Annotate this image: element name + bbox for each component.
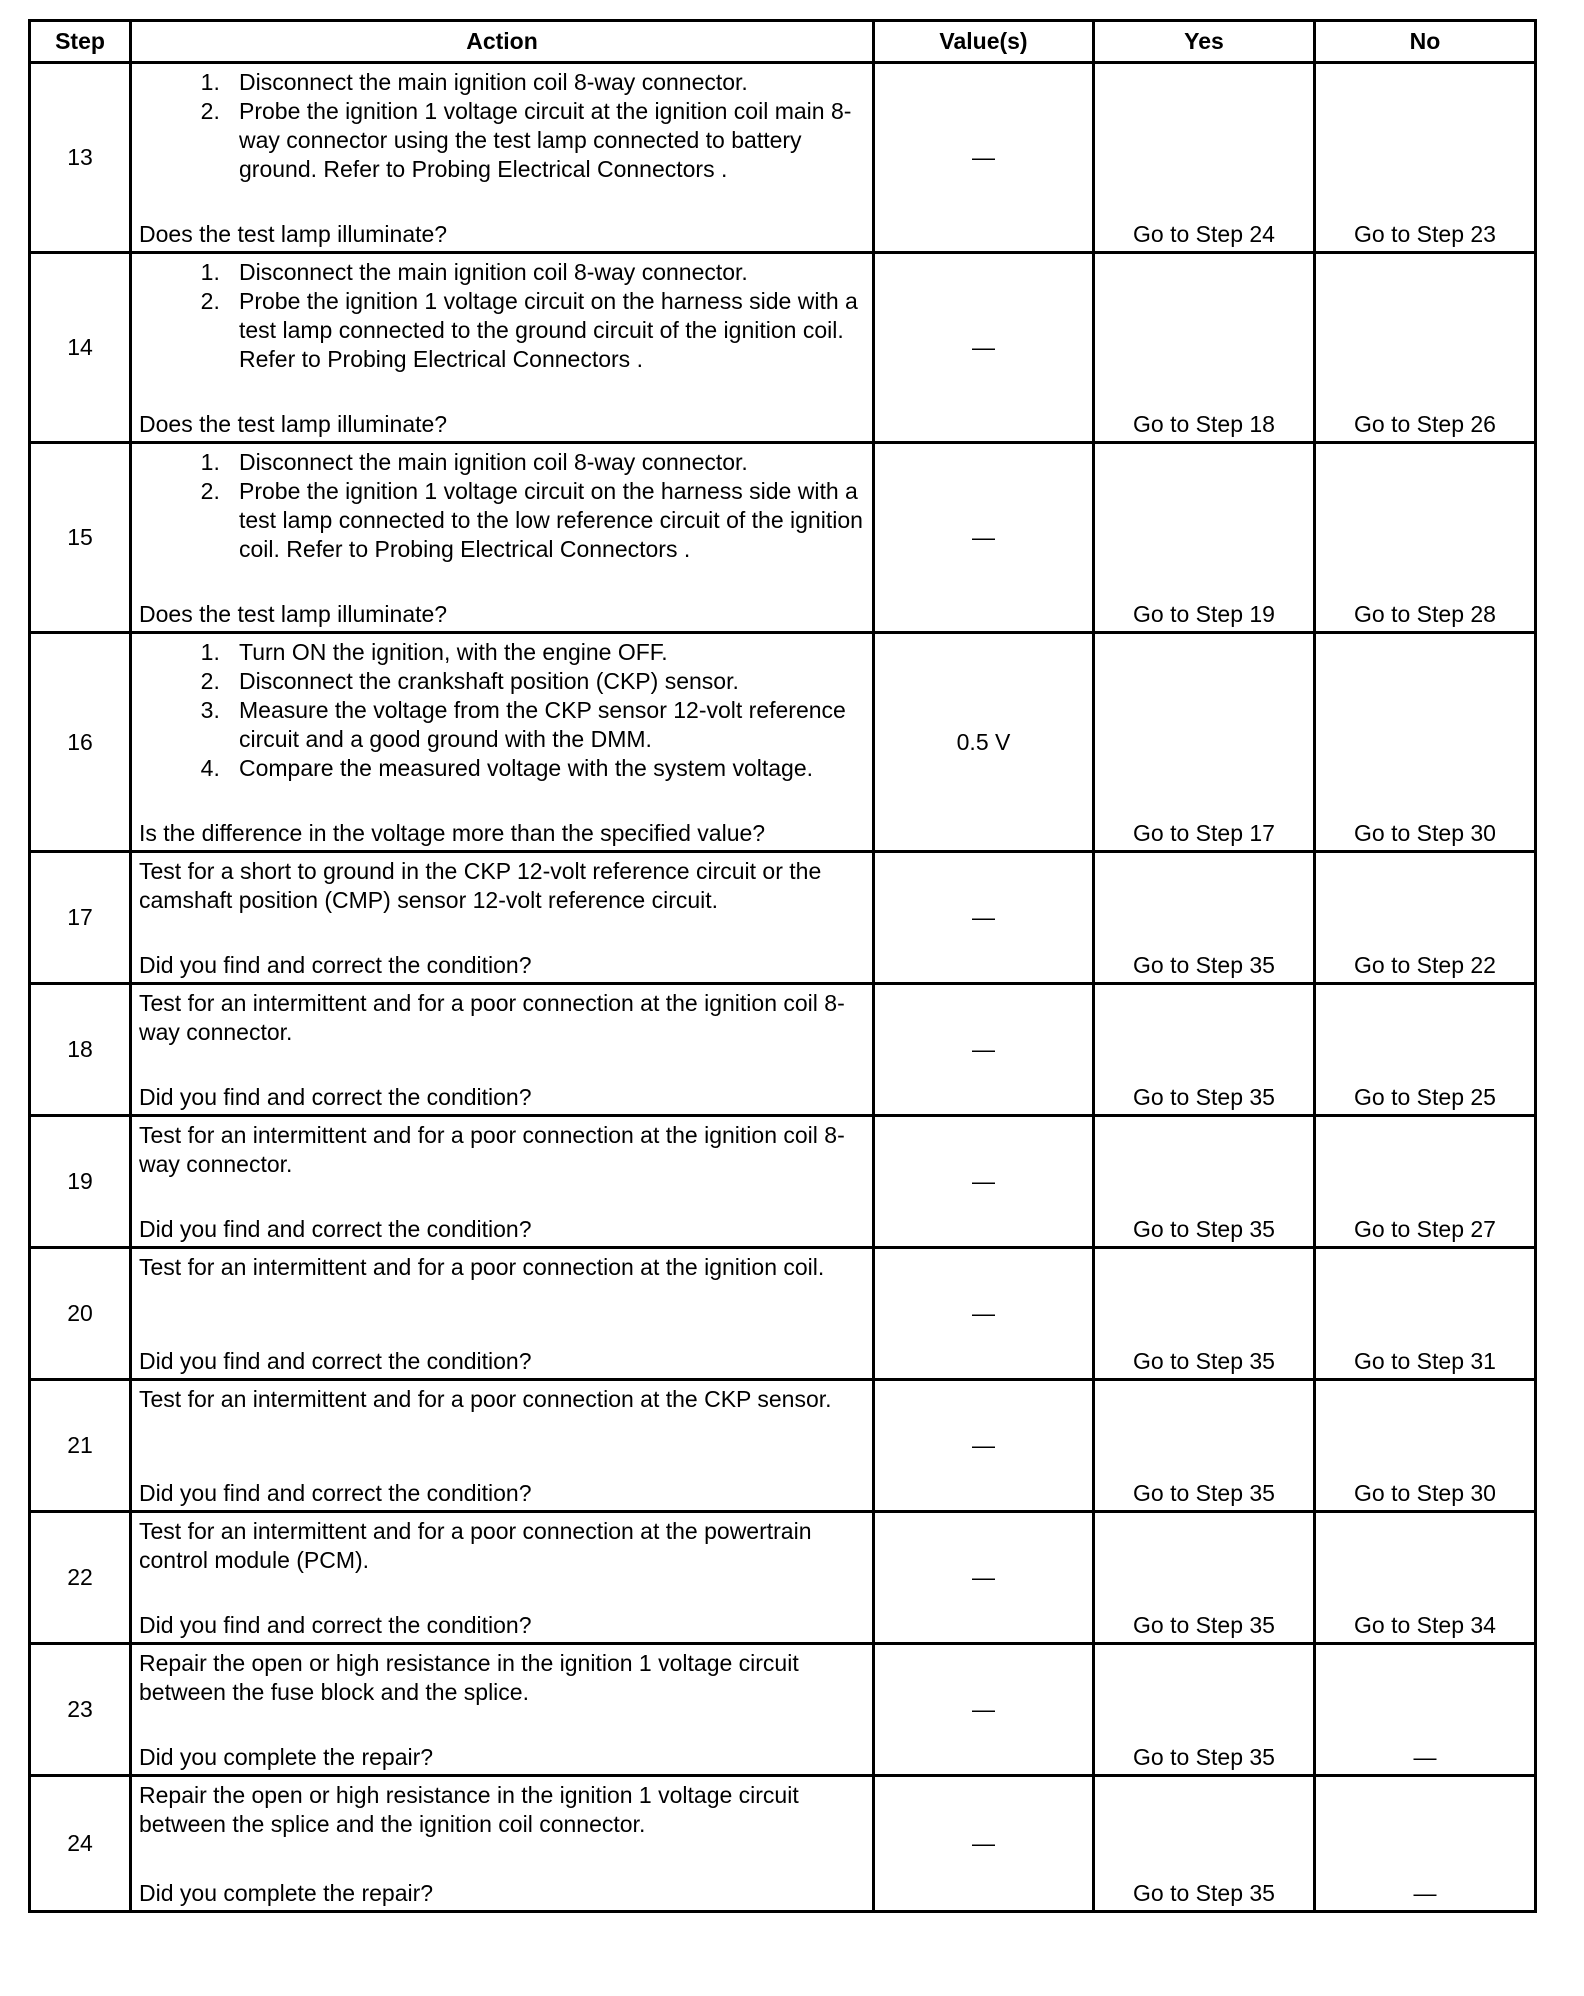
action-step: 2. Disconnect the crankshaft position (CKP) sensor. xyxy=(239,667,864,696)
action-text: Repair the open or high resistance in the ignition 1 voltage circuit between the fuse block and the splice. xyxy=(139,1650,799,1705)
value-cell: — xyxy=(874,852,1094,984)
value-cell: — xyxy=(874,1248,1094,1380)
value-cell: — xyxy=(874,1776,1094,1912)
yes-cell: Go to Step 19 xyxy=(1094,443,1315,633)
action-cell xyxy=(131,1248,874,1380)
no-cell: — xyxy=(1315,1644,1536,1776)
action-question: Did you complete the repair? xyxy=(139,1880,434,1906)
step-cell: 14 xyxy=(30,253,131,443)
action-cell xyxy=(131,852,874,984)
action-cell xyxy=(131,1512,874,1644)
action-text: Test for a short to ground in the CKP 12-volt reference circuit or the camshaft position (CMP) sensor 12-volt reference circuit. xyxy=(139,858,822,913)
action-step: 3. Measure the voltage from the CKP sensor 12-volt reference circuit and a good ground with the DMM. xyxy=(239,696,864,754)
step-cell: 23 xyxy=(30,1644,131,1776)
value-cell: — xyxy=(874,253,1094,443)
action-cell xyxy=(131,1380,874,1512)
action-cell xyxy=(131,1776,874,1912)
header-yes: Yes xyxy=(1094,21,1315,63)
step-cell: 16 xyxy=(30,633,131,852)
value-cell: — xyxy=(874,984,1094,1116)
no-cell: Go to Step 28 xyxy=(1315,443,1536,633)
table-row xyxy=(30,443,1536,633)
no-cell: — xyxy=(1315,1776,1536,1912)
step-cell: 15 xyxy=(30,443,131,633)
no-cell: Go to Step 34 xyxy=(1315,1512,1536,1644)
table-row xyxy=(30,984,1536,1116)
action-cell xyxy=(131,253,874,443)
action-cell xyxy=(131,443,874,633)
value-cell: — xyxy=(874,63,1094,253)
action-question: Did you find and correct the condition? xyxy=(139,1480,532,1506)
action-step: 1. Turn ON the ignition, with the engine OFF. xyxy=(239,638,864,667)
step-cell: 13 xyxy=(30,63,131,253)
step-cell: 24 xyxy=(30,1776,131,1912)
action-cell xyxy=(131,63,874,253)
action-text: Repair the open or high resistance in the ignition 1 voltage circuit between the splice and the ignition coil connector. xyxy=(139,1782,799,1837)
no-cell: Go to Step 30 xyxy=(1315,633,1536,852)
diagnostic-table xyxy=(28,19,1537,1913)
no-cell: Go to Step 26 xyxy=(1315,253,1536,443)
value-cell: 0.5 V xyxy=(874,633,1094,852)
step-cell: 21 xyxy=(30,1380,131,1512)
yes-cell: Go to Step 24 xyxy=(1094,63,1315,253)
table-row xyxy=(30,1116,1536,1248)
yes-cell: Go to Step 35 xyxy=(1094,1644,1315,1776)
action-question: Does the test lamp illuminate? xyxy=(139,411,448,437)
action-question: Did you find and correct the condition? xyxy=(139,1216,532,1242)
header-row xyxy=(30,21,1536,63)
yes-cell: Go to Step 35 xyxy=(1094,1776,1315,1912)
action-question: Did you find and correct the condition? xyxy=(139,1612,532,1638)
table-row xyxy=(30,1512,1536,1644)
value-cell: — xyxy=(874,1644,1094,1776)
value-cell: — xyxy=(874,443,1094,633)
action-question: Did you find and correct the condition? xyxy=(139,1348,532,1374)
action-text: Test for an intermittent and for a poor connection at the ignition coil 8-way connector. xyxy=(139,1122,845,1177)
step-cell: 18 xyxy=(30,984,131,1116)
no-cell: Go to Step 25 xyxy=(1315,984,1536,1116)
yes-cell: Go to Step 35 xyxy=(1094,984,1315,1116)
action-steps xyxy=(139,448,864,564)
action-question: Did you complete the repair? xyxy=(139,1744,434,1770)
action-text: Test for an intermittent and for a poor connection at the ignition coil 8-way connector. xyxy=(139,990,845,1045)
action-text: Test for an intermittent and for a poor connection at the CKP sensor. xyxy=(139,1386,832,1412)
value-cell: — xyxy=(874,1512,1094,1644)
yes-cell: Go to Step 35 xyxy=(1094,1248,1315,1380)
yes-cell: Go to Step 17 xyxy=(1094,633,1315,852)
action-steps xyxy=(139,638,864,783)
action-question: Does the test lamp illuminate? xyxy=(139,221,448,247)
action-step: 1. Disconnect the main ignition coil 8-way connector. xyxy=(239,68,864,97)
action-step: 2. Probe the ignition 1 voltage circuit on the harness side with a test lamp connected to the ground circuit of the ignition coil. Refer to Probing Electrical Connectors . xyxy=(239,287,864,374)
yes-cell: Go to Step 35 xyxy=(1094,1380,1315,1512)
table-row xyxy=(30,1380,1536,1512)
value-cell: — xyxy=(874,1116,1094,1248)
no-cell: Go to Step 22 xyxy=(1315,852,1536,984)
value-cell: — xyxy=(874,1380,1094,1512)
action-step: 1. Disconnect the main ignition coil 8-way connector. xyxy=(239,258,864,287)
yes-cell: Go to Step 18 xyxy=(1094,253,1315,443)
table-row xyxy=(30,1776,1536,1912)
step-cell: 17 xyxy=(30,852,131,984)
header-step: Step xyxy=(30,21,131,63)
no-cell: Go to Step 27 xyxy=(1315,1116,1536,1248)
action-steps xyxy=(139,258,864,374)
step-cell: 22 xyxy=(30,1512,131,1644)
step-cell: 20 xyxy=(30,1248,131,1380)
table-row xyxy=(30,1644,1536,1776)
action-question: Is the difference in the voltage more than the specified value? xyxy=(139,820,766,846)
table-row xyxy=(30,633,1536,852)
action-step: 4. Compare the measured voltage with the system voltage. xyxy=(239,754,864,783)
no-cell: Go to Step 30 xyxy=(1315,1380,1536,1512)
header-action: Action xyxy=(131,21,874,63)
action-cell xyxy=(131,1116,874,1248)
action-step: 2. Probe the ignition 1 voltage circuit on the harness side with a test lamp connected to the low reference circuit of the ignition coil. Refer to Probing Electrical Connectors . xyxy=(239,477,864,564)
action-cell xyxy=(131,984,874,1116)
action-step: 2. Probe the ignition 1 voltage circuit at the ignition coil main 8-way connector using the test lamp connected to battery ground. Refer to Probing Electrical Connectors . xyxy=(239,97,864,184)
table-row xyxy=(30,63,1536,253)
table-row xyxy=(30,253,1536,443)
action-cell xyxy=(131,633,874,852)
action-cell xyxy=(131,1644,874,1776)
no-cell: Go to Step 23 xyxy=(1315,63,1536,253)
table-row xyxy=(30,852,1536,984)
yes-cell: Go to Step 35 xyxy=(1094,1512,1315,1644)
yes-cell: Go to Step 35 xyxy=(1094,1116,1315,1248)
action-question: Did you find and correct the condition? xyxy=(139,952,532,978)
action-text: Test for an intermittent and for a poor connection at the ignition coil. xyxy=(139,1254,825,1280)
action-question: Did you find and correct the condition? xyxy=(139,1084,532,1110)
action-steps xyxy=(139,68,864,184)
table-row xyxy=(30,1248,1536,1380)
header-values: Value(s) xyxy=(874,21,1094,63)
no-cell: Go to Step 31 xyxy=(1315,1248,1536,1380)
action-question: Does the test lamp illuminate? xyxy=(139,601,448,627)
action-text: Test for an intermittent and for a poor connection at the powertrain control module (PCM). xyxy=(139,1518,812,1573)
action-step: 1. Disconnect the main ignition coil 8-way connector. xyxy=(239,448,864,477)
yes-cell: Go to Step 35 xyxy=(1094,852,1315,984)
step-cell: 19 xyxy=(30,1116,131,1248)
header-no: No xyxy=(1315,21,1536,63)
